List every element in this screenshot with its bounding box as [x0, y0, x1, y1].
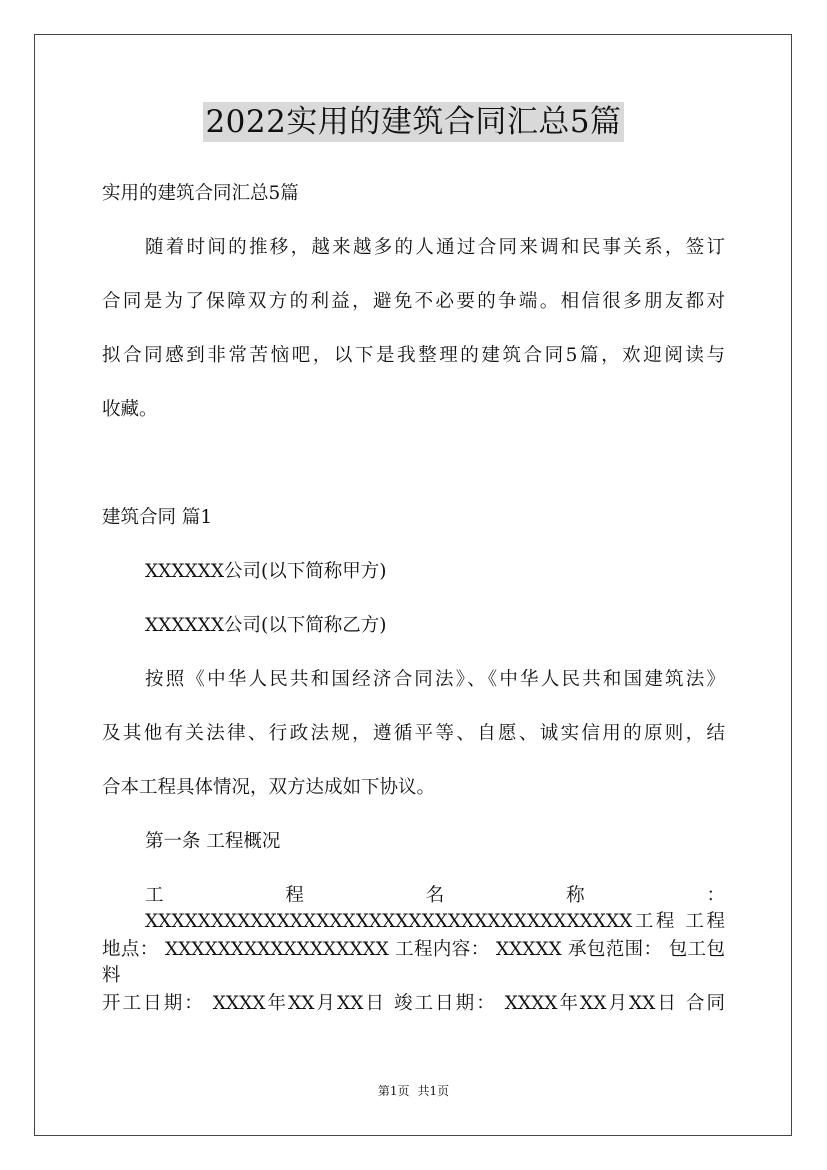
document-subtitle: 实用的建筑合同汇总5篇 — [102, 183, 299, 204]
page-number: 第1页 — [377, 1084, 410, 1098]
page-total: 共1页 — [417, 1084, 450, 1098]
project-line-3: 开工日期： XXXX年XX月XX日 竣工日期： XXXX年XX月XX日 合同 — [102, 993, 725, 1014]
project-line-2: 地点： XXXXXXXXXXXXXXXXX 工程内容： XXXXX 承包范围： 包工包料 — [102, 939, 725, 986]
intro-line-1: 随着时间的推移，越来越多的人通过合同来调和民事关系，签订 — [145, 237, 725, 258]
title-container — [0, 102, 827, 142]
section-heading: 建筑合同 篇1 — [102, 507, 213, 528]
basis-line-3: 合本工程具体情况，双方达成如下协议。 — [102, 777, 436, 798]
project-line-1: 工程名称： XXXXXXXXXXXXXXXXXXXXXXXXXXXXXXXXXXXXX工程 工程 — [145, 885, 725, 932]
intro-line-4: 收藏。 — [102, 399, 158, 420]
page-footer — [0, 1083, 827, 1099]
intro-line-3: 拟合同感到非常苦恼吧，以下是我整理的建筑合同5篇，欢迎阅读与 — [102, 345, 725, 366]
basis-line-1: 按照《中华人民共和国经济合同法》、《中华人民共和国建筑法》 — [145, 669, 725, 690]
party-b: XXXXXX公司(以下简称乙方) — [145, 615, 387, 636]
article-1-heading: 第一条 工程概况 — [145, 831, 281, 852]
party-a: XXXXXX公司(以下简称甲方) — [145, 561, 387, 582]
intro-line-2: 合同是为了保障双方的利益，避免不必要的争端。相信很多朋友都对 — [102, 291, 725, 312]
document-title: 2022实用的建筑合同汇总5篇 — [205, 104, 622, 140]
basis-line-2: 及其他有关法律、行政法规，遵循平等、自愿、诚实信用的原则，结 — [102, 723, 725, 744]
